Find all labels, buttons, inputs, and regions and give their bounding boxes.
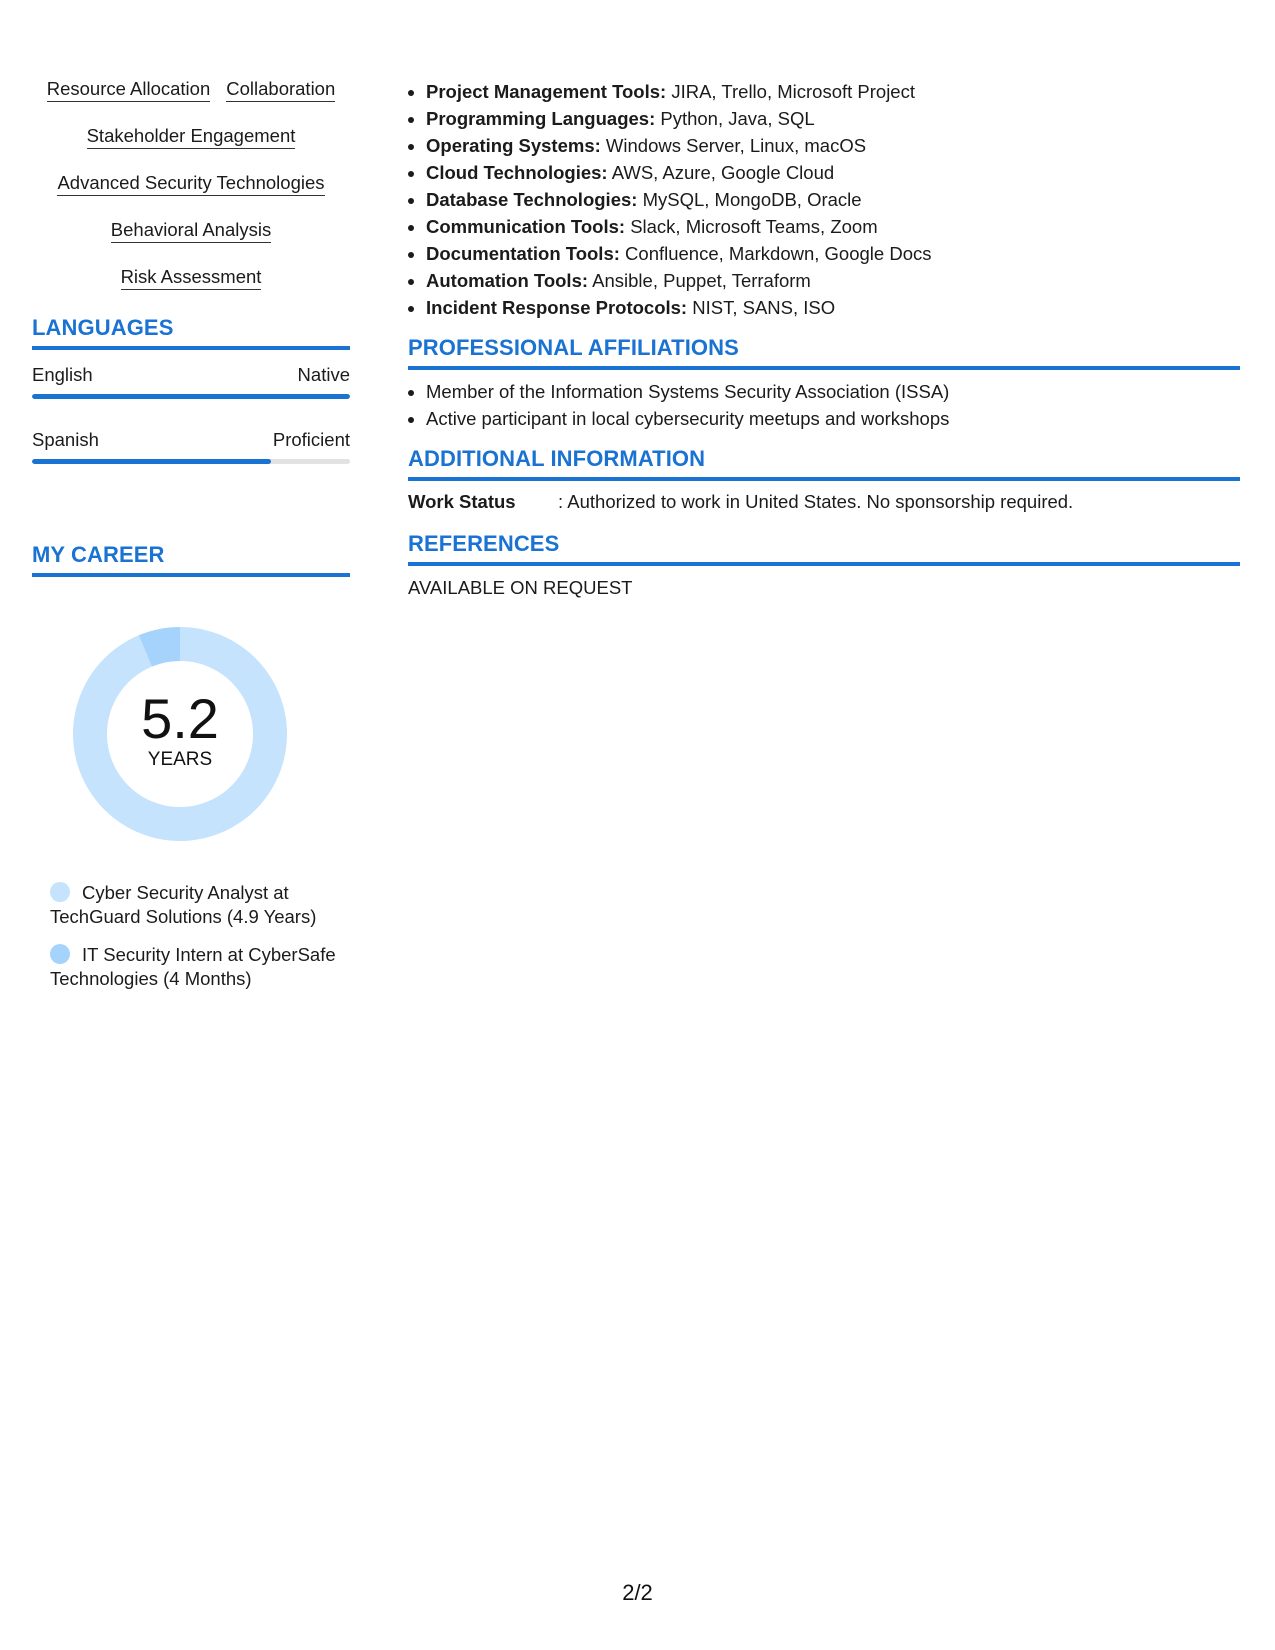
skill-category: Incident Response Protocols: [426,297,688,318]
language-bar-fill [32,394,350,399]
references-text: AVAILABLE ON REQUEST [408,577,633,598]
skill-category: Operating Systems: [426,135,601,156]
skill-values: AWS, Azure, Google Cloud [611,162,835,183]
list-item [426,186,1240,213]
list-item [426,78,1240,105]
list-item: • Member of the Information Systems Security Association (ISSA) [426,378,1240,405]
skill-values: Python, Java, SQL [660,108,815,129]
affiliations-list [408,378,1240,432]
list-item [426,240,1240,267]
career-donut [65,619,295,849]
career-legend-label: IT Security Intern at CyberSafe Technologies (4 Months) [50,944,336,989]
skill-values: JIRA, Trello, Microsoft Project [671,81,915,102]
skill-values: Ansible, Puppet, Terraform [592,270,811,291]
list-item [426,105,1240,132]
list-item [426,294,1240,321]
work-status-value: : Authorized to work in United States. No sponsorship required. [558,491,1074,512]
list-item: • Active participant in local cybersecurity meetups and workshops [426,405,1240,432]
list-item [426,213,1240,240]
skills-row [32,78,350,102]
work-status-row [408,491,1240,513]
skill-values: Slack, Microsoft Teams, Zoom [630,216,878,237]
work-status-label: Work Status [408,491,516,512]
skill-values: Windows Server, Linux, macOS [605,135,867,156]
skill-tag: Advanced Security Technologies [57,172,324,196]
legend-dot-icon [50,882,70,902]
language-level: Native [297,364,350,385]
career-donut-center [65,689,295,771]
career-total-years: 5.2 [141,687,219,750]
technical-skills-list [408,78,1240,321]
skill-tag: Collaboration [226,78,335,102]
skills-row [32,125,350,149]
list-item [426,159,1240,186]
skills-row [32,219,350,243]
languages-heading: LANGUAGES [32,315,350,350]
skill-values: Confluence, Markdown, Google Docs [625,243,932,264]
language-bar [32,394,350,399]
skills-row [32,266,350,290]
language-level: Proficient [272,429,350,450]
career-legend-item [50,943,340,991]
language-item [32,429,350,464]
skill-values: MySQL, MongoDB, Oracle [642,189,862,210]
language-bar [32,459,350,464]
skill-category: Communication Tools: [426,216,626,237]
skills-tags [32,78,350,290]
skill-category: Database Technologies: [426,189,638,210]
career-legend-item [50,881,340,929]
skill-tag: Stakeholder Engagement [87,125,296,149]
right-column [408,78,1240,599]
list-item [426,132,1240,159]
career-legend [50,881,340,991]
career-unit: YEARS [147,749,213,770]
language-name: English [32,364,93,385]
skill-category: Documentation Tools: [426,243,620,264]
career-legend-label: Cyber Security Analyst at TechGuard Solutions (4.9 Years) [50,882,317,927]
skill-values: NIST, SANS, ISO [692,297,836,318]
additional-info-heading: ADDITIONAL INFORMATION [408,446,1240,481]
references-heading: REFERENCES [408,531,1240,566]
skill-tag: Resource Allocation [47,78,211,102]
skill-tag: Behavioral Analysis [111,219,271,243]
list-item [426,267,1240,294]
language-bar-fill [32,459,271,464]
skill-category: Programming Languages: [426,108,656,129]
language-name: Spanish [32,429,99,450]
page-number: 2/2 [622,1580,653,1605]
affiliations-heading: PROFESSIONAL AFFILIATIONS [408,335,1240,370]
skills-row [32,172,350,196]
language-item [32,364,350,399]
left-column [32,78,350,1005]
career-heading: MY CAREER [32,542,350,577]
skill-tag: Risk Assessment [121,266,262,290]
skill-category: Project Management Tools: [426,81,667,102]
skill-category: Automation Tools: [426,270,589,291]
skill-category: Cloud Technologies: [426,162,608,183]
legend-dot-icon [50,944,70,964]
